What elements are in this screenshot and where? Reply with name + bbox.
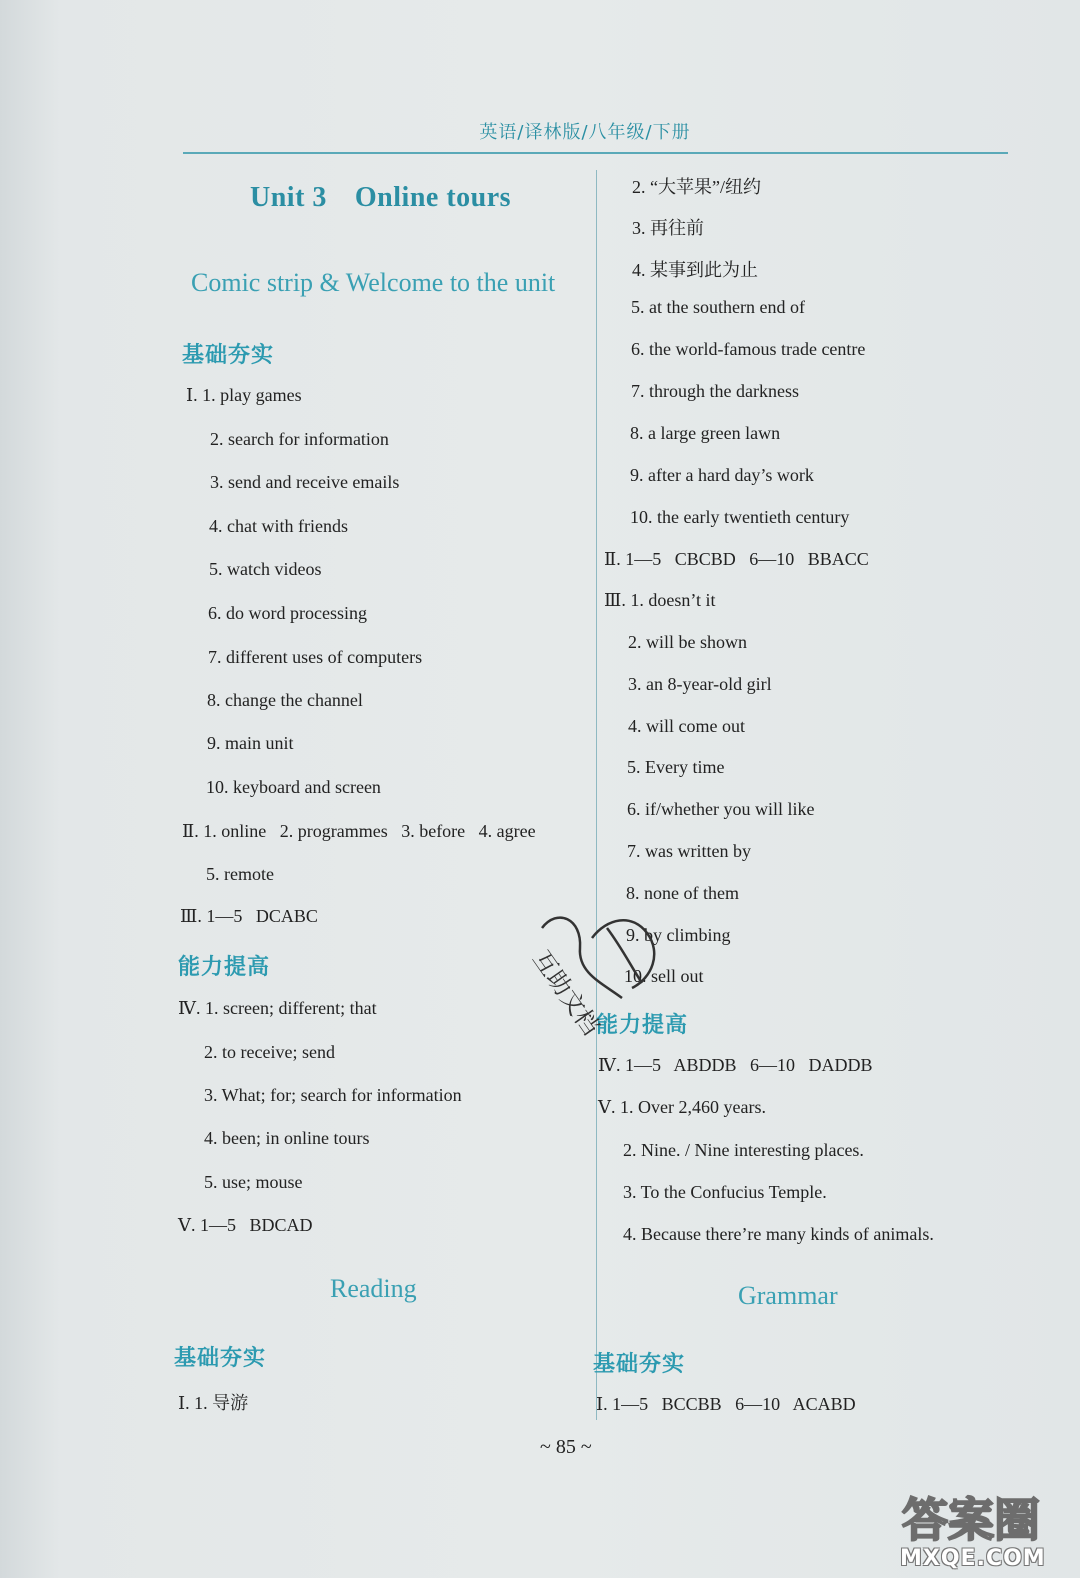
answer-line: 4. been; in online tours <box>204 1128 370 1148</box>
answer-line: 7. through the darkness <box>631 381 799 401</box>
answer-line: Ⅲ. 1. doesn’t it <box>604 590 716 610</box>
header-rule <box>183 152 1008 154</box>
answer-line: 2. Nine. / Nine interesting places. <box>623 1140 864 1160</box>
subhead-basic-grammar: 基础夯实 <box>593 1352 686 1377</box>
answer-line: 2. will be shown <box>628 632 747 652</box>
answer-line: 8. none of them <box>626 883 739 903</box>
page-number: ~ 85 ~ <box>540 1436 592 1458</box>
unit-number: Unit 3 <box>250 182 327 213</box>
answer-line: Ⅳ. 1—5 ABDDB 6—10 DADDB <box>598 1055 873 1075</box>
answer-line: Ⅱ. 1—5 CBCBD 6—10 BBACC <box>604 549 869 569</box>
watermark-url: MXQE.COM <box>900 1546 1046 1571</box>
answer-line: 3. an 8-year-old girl <box>628 674 772 694</box>
answer-line: 4. 某事到此为止 <box>632 260 758 280</box>
answer-line: Ⅲ. 1—5 DCABC <box>180 906 318 926</box>
answer-line: 3. To the Confucius Temple. <box>623 1182 827 1202</box>
answer-line: 3. What; for; search for information <box>204 1085 462 1105</box>
section-title-reading: Reading <box>330 1274 417 1303</box>
subhead-ability: 能力提高 <box>178 955 271 980</box>
answer-line: 9. after a hard day’s work <box>630 465 814 485</box>
answer-line: 7. different uses of computers <box>208 647 423 667</box>
subhead-basic: 基础夯实 <box>182 343 275 368</box>
answer-line: 5. use; mouse <box>204 1172 303 1192</box>
answer-line: 9. main unit <box>207 733 294 753</box>
answer-line: 2. to receive; send <box>204 1042 335 1062</box>
column-divider <box>596 170 597 1420</box>
unit-name: Online tours <box>354 182 512 213</box>
answer-line: Ⅴ. 1—5 BDCAD <box>178 1215 313 1235</box>
unit-title <box>250 182 580 214</box>
answer-line: Ⅳ. 1. screen; different; that <box>178 998 377 1018</box>
section-title-grammar: Grammar <box>738 1281 838 1310</box>
answer-line: 5. at the southern end of <box>631 297 805 317</box>
answer-line: Ⅰ. 1. 导游 <box>178 1393 249 1413</box>
svg-text:答案圈: 答案圈 <box>902 1493 1040 1547</box>
answer-line: 6. if/whether you will like <box>627 799 815 819</box>
answer-line: 5. Every time <box>627 757 725 777</box>
answer-line: 10. keyboard and screen <box>206 777 381 797</box>
answer-line: 6. do word processing <box>208 603 367 623</box>
answer-line: Ⅰ. 1—5 BCCBB 6—10 ACABD <box>596 1394 856 1414</box>
answer-line: 6. the world-famous trade centre <box>631 339 866 359</box>
section-title-comic-strip: Comic strip & Welcome to the unit <box>191 268 556 297</box>
answer-line: 2. search for information <box>210 429 389 449</box>
answer-line: Ⅱ. 1. online 2. programmes 3. before 4. agree <box>182 821 536 841</box>
answer-line: 3. 再往前 <box>632 218 704 238</box>
answer-line: 4. will come out <box>628 716 745 736</box>
answer-line: Ⅴ. 1. Over 2,460 years. <box>598 1097 766 1117</box>
running-header: 英语/译林版/八年级/下册 <box>479 122 691 143</box>
answer-line: 9. by climbing <box>626 925 731 945</box>
answer-line: 5. watch videos <box>209 559 322 579</box>
answer-line: 5. remote <box>206 864 274 884</box>
answer-line: Ⅰ. 1. play games <box>186 385 302 405</box>
answer-line: 4. Because there’re many kinds of animals. <box>623 1224 934 1244</box>
answer-line: 8. a large green lawn <box>630 423 781 443</box>
answer-line: 7. was written by <box>627 841 751 861</box>
subhead-ability-right: 能力提高 <box>596 1013 689 1038</box>
answer-line: 8. change the channel <box>207 690 363 710</box>
svg-text:互助文档: 互助文档 <box>527 945 606 1041</box>
handwritten-stamp <box>512 888 662 1058</box>
answer-line: 4. chat with friends <box>209 516 348 536</box>
answer-line: 10. sell out <box>624 966 704 986</box>
answer-line: 10. the early twentieth century <box>630 507 850 527</box>
answer-line: 3. send and receive emails <box>210 472 400 492</box>
subhead-basic-reading: 基础夯实 <box>174 1346 267 1371</box>
answer-line: 2. “大苹果”/纽约 <box>632 177 761 197</box>
